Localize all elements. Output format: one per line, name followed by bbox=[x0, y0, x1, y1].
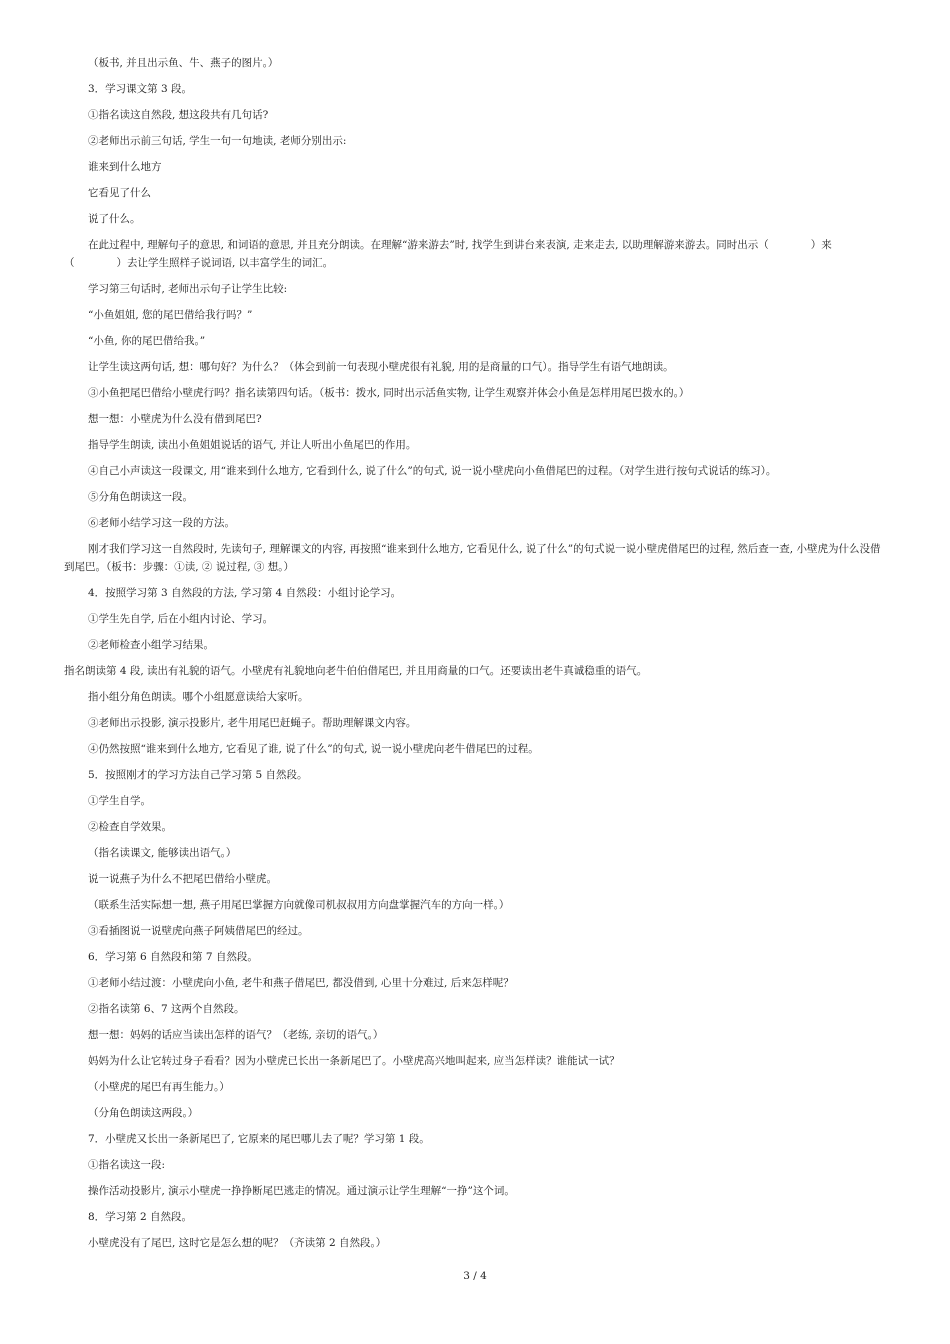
paragraph: ④自己小声读这一段课文, 用“谁来到什么地方, 它看到什么, 说了什么”的句式, 说一说小壁虎向小鱼借尾巴的过程。（对学生进行按句式说话的练习）。 bbox=[88, 465, 777, 477]
paragraph: 操作活动投影片, 演示小壁虎一挣挣断尾巴逃走的情况。通过演示让学生理解“一挣”这个词。 bbox=[88, 1185, 515, 1197]
paragraph: （指名读课文, 能够读出语气。） bbox=[88, 847, 237, 859]
paragraph: ①老师小结过渡：小壁虎向小鱼, 老牛和燕子借尾巴, 都没借到, 心里十分难过, 后来怎样呢？ bbox=[88, 977, 514, 989]
section-heading: 4．按照学习第 3 自然段的方法, 学习第 4 自然段：小组讨论学习。 bbox=[88, 587, 402, 599]
paragraph: 谁来到什么地方 bbox=[88, 161, 162, 173]
paragraph: ①指名读这一段: bbox=[88, 1159, 166, 1171]
paragraph: ④仍然按照“谁来到什么地方, 它看见了谁, 说了什么”的句式, 说一说小壁虎向老牛借尾巴的过程。 bbox=[88, 743, 539, 755]
paragraph: ⑤分角色朗读这一段。 bbox=[88, 491, 193, 503]
quote: “小鱼, 你的尾巴借给我。” bbox=[88, 335, 206, 347]
paragraph: ①学生先自学, 后在小组内讨论、学习。 bbox=[88, 613, 274, 625]
section-heading: 5．按照刚才的学习方法自己学习第 5 自然段。 bbox=[88, 769, 308, 781]
quote: “小鱼姐姐, 您的尾巴借给我行吗？” bbox=[88, 309, 253, 321]
paragraph: 指导学生朗读, 读出小鱼姐姐说话的语气, 并让人听出小鱼尾巴的作用。 bbox=[88, 439, 417, 451]
paragraph: 它看见了什么 bbox=[88, 187, 151, 199]
paragraph: ②老师出示前三句话, 学生一句一句地读, 老师分别出示: bbox=[88, 135, 347, 147]
section-heading: 8．学习第 2 自然段。 bbox=[88, 1211, 193, 1223]
paragraph: 妈妈为什么让它转过身子看看？因为小壁虎已长出一条新尾巴了。小壁虎高兴地叫起来, 应当怎样读？谁能试一试？ bbox=[88, 1055, 620, 1067]
paragraph: （分角色朗读这两段。） bbox=[88, 1107, 199, 1119]
paragraph: 说了什么。 bbox=[88, 213, 141, 225]
paragraph: 指名朗读第 4 段, 读出有礼貌的语气。小壁虎有礼貌地向老牛伯伯借尾巴, 并且用商量的口气。还要读出老牛真诚稳重的语气。 bbox=[64, 665, 648, 677]
paragraph: ②指名读第 6、7 这两个自然段。 bbox=[88, 1003, 245, 1015]
paragraph: 想一想：妈妈的话应当读出怎样的语气？（老练, 亲切的语气。） bbox=[88, 1029, 384, 1041]
paragraph: ⑥老师小结学习这一段的方法。 bbox=[88, 517, 235, 529]
paragraph: 说一说燕子为什么不把尾巴借给小壁虎。 bbox=[88, 873, 277, 885]
paragraph: 想一想：小壁虎为什么没有借到尾巴? bbox=[88, 413, 262, 425]
paragraph: 让学生读这两句话, 想：哪句好？为什么？（体会到前一句表现小壁虎很有礼貌, 用的是商量的口气）。指导学生有语气地朗读。 bbox=[88, 361, 674, 373]
paragraph: ①学生自学。 bbox=[88, 795, 151, 807]
paragraph: ①指名读这自然段, 想这段共有几句话? bbox=[88, 109, 269, 121]
paragraph: （小壁虎的尾巴有再生能力。） bbox=[88, 1081, 230, 1093]
paragraph: ③看插图说一说壁虎向燕子阿姨借尾巴的经过。 bbox=[88, 925, 309, 937]
paragraph: （板书, 并且出示鱼、牛、燕子的图片。） bbox=[88, 57, 279, 69]
paragraph: 学习第三句话时, 老师出示句子让学生比较: bbox=[88, 283, 288, 295]
section-heading: 6．学习第 6 自然段和第 7 自然段。 bbox=[88, 951, 258, 963]
paragraph: ③老师出示投影, 演示投影片, 老牛用尾巴赶蝇子。帮助理解课文内容。 bbox=[88, 717, 417, 729]
section-heading: 3．学习课文第 3 段。 bbox=[88, 83, 193, 95]
paragraph: 小壁虎没有了尾巴, 这时它是怎么想的呢？（齐读第 2 自然段。） bbox=[88, 1237, 387, 1249]
paragraph: 在此过程中, 理解句子的意思, 和词语的意思, 并且充分朗读。在理解“游来游去”时, 找学生到讲台来表演, 走来走去, 以助理解游来游去。同时出示（ ）来（ ）去让学生照样子说词语, 以丰富学生的词汇。 bbox=[64, 239, 832, 269]
paragraph: ②老师检查小组学习结果。 bbox=[88, 639, 214, 651]
paragraph: ②检查自学效果。 bbox=[88, 821, 172, 833]
section-heading: 7．小壁虎又长出一条新尾巴了, 它原来的尾巴哪儿去了呢？学习第 1 段。 bbox=[88, 1133, 430, 1145]
paragraph: ③小鱼把尾巴借给小壁虎行吗？指名读第四句话。（板书：拨水, 同时出示活鱼实物, 让学生观察并体会小鱼是怎样用尾巴拨水的。） bbox=[88, 387, 690, 399]
paragraph: 刚才我们学习这一自然段时, 先读句子, 理解课文的内容, 再按照“谁来到什么地方, 它看见什么, 说了什么”的句式说一说小壁虎借尾巴的过程, 然后查一查, 小壁虎为什么没借到尾巴。（板书：步骤：①读, ② 说过程, ③ 想。） bbox=[64, 543, 881, 573]
paragraph: 指小组分角色朗读。哪个小组愿意读给大家听。 bbox=[88, 691, 309, 703]
page-number: 3 / 4 bbox=[463, 1270, 487, 1282]
paragraph: （联系生活实际想一想, 燕子用尾巴掌握方向就像司机叔叔用方向盘掌握汽车的方向一样。） bbox=[88, 899, 510, 911]
